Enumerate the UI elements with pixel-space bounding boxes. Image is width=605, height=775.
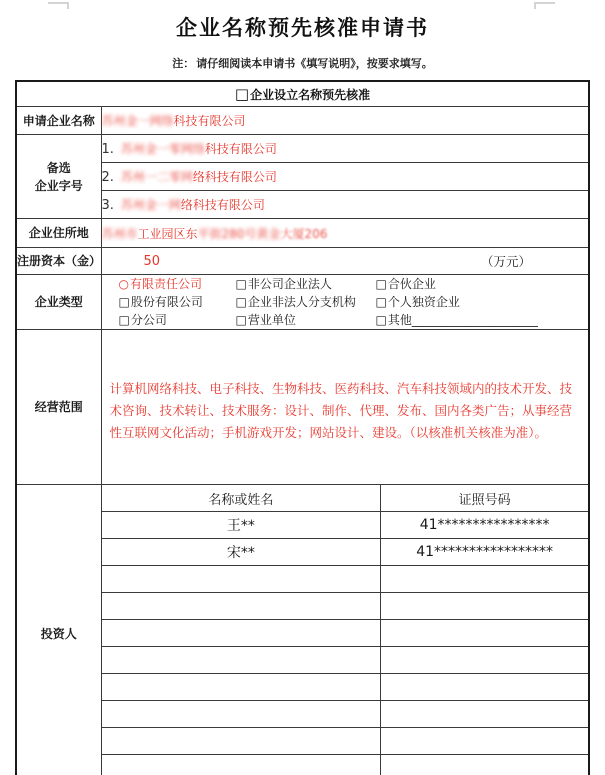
table-row-empty (102, 701, 589, 728)
application-form-table (15, 80, 590, 775)
option-label: 个人独资企业 (387, 295, 460, 309)
empty-cell (381, 566, 588, 593)
alt-name-value-3 (101, 191, 589, 219)
investors-cell (101, 485, 589, 775)
checkbox-icon: □ (234, 85, 250, 103)
note-prefix: 注： (172, 57, 195, 70)
capital-unit: （万元） (480, 254, 531, 269)
capital-value-cell (101, 248, 589, 275)
alt-name-row-2 (16, 163, 589, 191)
redacted-text: 苏州一二零网 (120, 170, 193, 184)
redacted-text: 苏州金一网络 (101, 114, 174, 128)
empty-cell (381, 728, 588, 755)
redacted-text: 苏州金一零网络 (120, 142, 205, 156)
empty-cell (102, 755, 381, 775)
business-scope-text: 计算机网络科技、电子科技、生物科技、医药科技、汽车科技领域内的技术开发、技术咨询、技术转让、技术服务：设计、制作、代理、发布、国内各类广告；从事经营性互联网文化活动；手机游戏开发；网站设计、建设。（以核准机关核准为准）。 (109, 380, 573, 440)
address-clear-text: 工业园区东 (137, 226, 198, 241)
redacted-text: 苏州市 (101, 226, 138, 241)
company-type-options (101, 275, 589, 330)
page-margin-mark-right (534, 2, 555, 9)
page-title: 企业名称预先核准申请书 (176, 16, 429, 40)
option-non-company-legal-person (236, 275, 376, 293)
address-value (101, 219, 589, 248)
investors-header-row (102, 485, 589, 512)
empty-cell (381, 755, 588, 775)
section-header-row (16, 81, 589, 107)
investor-id: 41**************** (381, 512, 588, 539)
option-label: 股份有限公司 (130, 295, 203, 309)
alt-name-clear-text: 络科技有限公司 (180, 198, 265, 212)
option-label: 营业单位 (247, 313, 296, 327)
applied-name-clear-text: 科技有限公司 (173, 114, 246, 128)
address-row (16, 219, 589, 248)
option-label: 非公司企业法人 (247, 277, 332, 291)
investor-name: 王** (102, 512, 381, 539)
checkbox-icon: □ (118, 313, 130, 327)
option-label: 有限责任公司 (129, 277, 202, 291)
radio-selected-icon: ○ (118, 277, 129, 291)
checkbox-icon: □ (375, 313, 387, 327)
note-text: 请仔细阅读本申请书《填写说明》，按要求填写。 (196, 57, 433, 70)
table-row-empty (102, 593, 589, 620)
empty-cell (381, 620, 588, 647)
empty-cell (102, 701, 381, 728)
company-type-row (16, 275, 589, 330)
option-label: 合伙企业 (387, 277, 436, 291)
investors-col-name-header: 名称或姓名 (102, 485, 381, 512)
page-margin-mark-left (48, 2, 69, 9)
empty-cell (102, 728, 381, 755)
empty-cell (381, 593, 588, 620)
investors-label: 投资人 (16, 485, 101, 775)
option-joint-stock-company (119, 293, 236, 311)
alt-name-number: 2. (101, 170, 114, 185)
section-header (16, 81, 589, 107)
section-header-label: 企业设立名称预先核准 (250, 88, 371, 102)
applied-name-value (101, 107, 589, 135)
alt-name-value-2 (101, 163, 589, 191)
investors-table (102, 485, 589, 775)
checkbox-icon: □ (235, 277, 247, 291)
redacted-text: 苏州金一网 (120, 198, 181, 212)
alt-name-row-3 (16, 191, 589, 219)
investor-id: 41***************** (381, 539, 588, 566)
table-row-empty (102, 755, 589, 775)
other-blank-line: _____________________ (411, 313, 538, 327)
empty-cell (102, 620, 381, 647)
alt-names-label-line2: 企业字号 (34, 178, 83, 193)
option-label: 其他 (387, 313, 412, 327)
note-line (0, 55, 605, 71)
empty-cell (381, 674, 588, 701)
investors-row (16, 485, 589, 775)
investor-name: 宋** (102, 539, 381, 566)
address-label: 企业住所地 (16, 219, 101, 248)
option-sole-proprietorship (376, 293, 589, 311)
table-row (102, 512, 589, 539)
empty-cell (102, 647, 381, 674)
option-limited-liability-company (119, 275, 236, 293)
checkbox-icon: □ (235, 295, 247, 309)
table-row-empty (102, 566, 589, 593)
checkbox-icon: □ (118, 295, 130, 309)
empty-cell (102, 593, 381, 620)
option-label: 企业非法人分支机构 (247, 295, 356, 309)
address-tail-text: 大厦206 (280, 226, 328, 241)
table-row-empty (102, 728, 589, 755)
table-row-empty (102, 620, 589, 647)
empty-cell (102, 566, 381, 593)
checkbox-icon: □ (375, 295, 387, 309)
option-label: 分公司 (130, 313, 167, 327)
alt-name-clear-text: 络科技有限公司 (192, 170, 277, 184)
alt-names-label (16, 135, 101, 219)
business-scope-cell (101, 330, 589, 485)
table-row-empty (102, 674, 589, 701)
empty-cell (381, 647, 588, 674)
alt-name-row-1 (16, 135, 589, 163)
option-other (376, 311, 589, 329)
investors-col-id-header: 证照号码 (381, 485, 588, 512)
checkbox-icon: □ (235, 313, 247, 327)
empty-cell (381, 701, 588, 728)
alt-name-value-1 (101, 135, 589, 163)
option-branch-company (119, 311, 236, 329)
applied-name-label: 申请企业名称 (16, 107, 101, 135)
option-partnership (376, 275, 589, 293)
applied-name-row (16, 107, 589, 135)
business-scope-label: 经营范围 (16, 330, 101, 485)
alt-name-clear-text: 科技有限公司 (204, 142, 277, 156)
alt-names-label-line1: 备选 (46, 160, 71, 175)
empty-cell (102, 674, 381, 701)
option-non-legal-person-branch (236, 293, 376, 311)
business-scope-row (16, 330, 589, 485)
redacted-text: 平街280号黄金 (197, 226, 281, 241)
capital-row (16, 248, 589, 275)
capital-label: 注册资本（金） (16, 248, 101, 275)
alt-name-number: 3. (101, 198, 114, 213)
capital-value: 50 (143, 253, 161, 269)
alt-name-number: 1. (101, 142, 114, 157)
table-row (102, 539, 589, 566)
table-row-empty (102, 647, 589, 674)
option-business-unit (236, 311, 376, 329)
company-type-label: 企业类型 (16, 275, 101, 330)
checkbox-icon: □ (375, 277, 387, 291)
